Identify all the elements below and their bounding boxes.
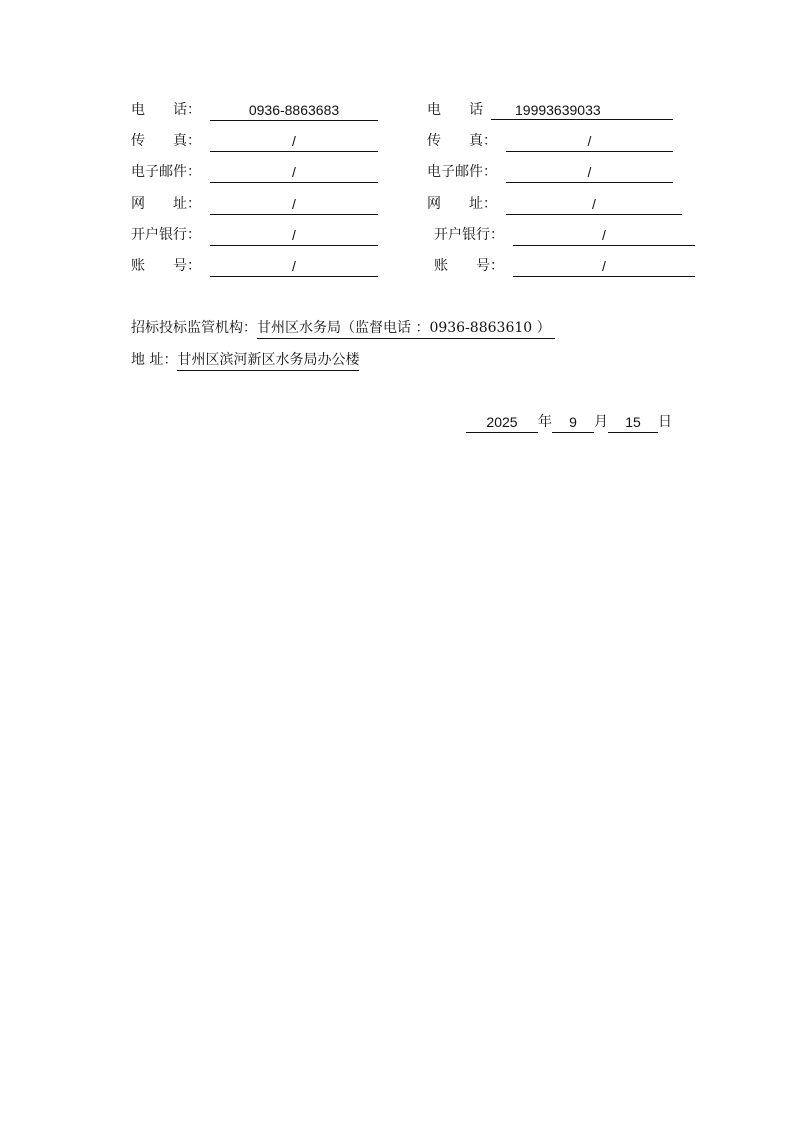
supervision-value: 甘州区水务局（监督电话 ：0936-8863610 ）: [257, 318, 555, 339]
address-label: 地 址：: [131, 352, 178, 368]
contact-row-web: [0, 194, 793, 214]
right-account-label: 账 号：: [434, 258, 504, 274]
date-year-unit: 年: [538, 414, 552, 430]
contact-row-fax: [0, 131, 793, 151]
left-account-value: /: [210, 256, 378, 277]
left-web-label: 网 址：: [131, 196, 201, 212]
left-phone-value: 0936-8863683: [210, 100, 378, 121]
right-account-value: /: [513, 256, 695, 277]
right-fax-value: /: [506, 131, 673, 152]
date-year: 2025: [466, 412, 538, 433]
left-bank-value: /: [210, 225, 378, 246]
left-fax-value: /: [210, 131, 378, 152]
contact-row-account: [0, 256, 793, 276]
left-email-value: /: [210, 162, 378, 183]
right-bank-value: /: [513, 225, 695, 246]
contact-row-phone: [0, 100, 793, 120]
left-bank-label: 开户银行：: [131, 227, 201, 243]
date-day-unit: 日: [658, 414, 672, 430]
left-phone-label: 电 话：: [131, 102, 201, 118]
right-web-value: /: [506, 194, 682, 215]
left-email-label: 电子邮件：: [131, 164, 201, 180]
right-web-label: 网 址：: [427, 196, 497, 212]
date-month: 9: [552, 412, 594, 433]
right-fax-label: 传 真：: [427, 133, 497, 149]
left-account-label: 账 号：: [131, 258, 201, 274]
right-phone-label: 电 话: [427, 102, 483, 118]
address-value: 甘州区滨河新区水务局办公楼: [177, 350, 359, 371]
date-line: [466, 412, 672, 432]
supervision-label: 招标投标监管机构：: [131, 320, 257, 336]
right-email-label: 电子邮件：: [427, 164, 497, 180]
date-day: 15: [608, 412, 658, 433]
left-web-value: /: [210, 194, 378, 215]
contact-row-email: [0, 162, 793, 182]
contact-row-bank: [0, 225, 793, 245]
right-bank-label: 开户银行：: [434, 227, 504, 243]
supervision-line: [131, 318, 555, 338]
date-month-unit: 月: [594, 414, 608, 430]
left-fax-label: 传 真：: [131, 133, 201, 149]
address-line: [131, 350, 359, 370]
right-email-value: /: [506, 162, 673, 183]
right-phone-value: 19993639033: [491, 100, 673, 120]
